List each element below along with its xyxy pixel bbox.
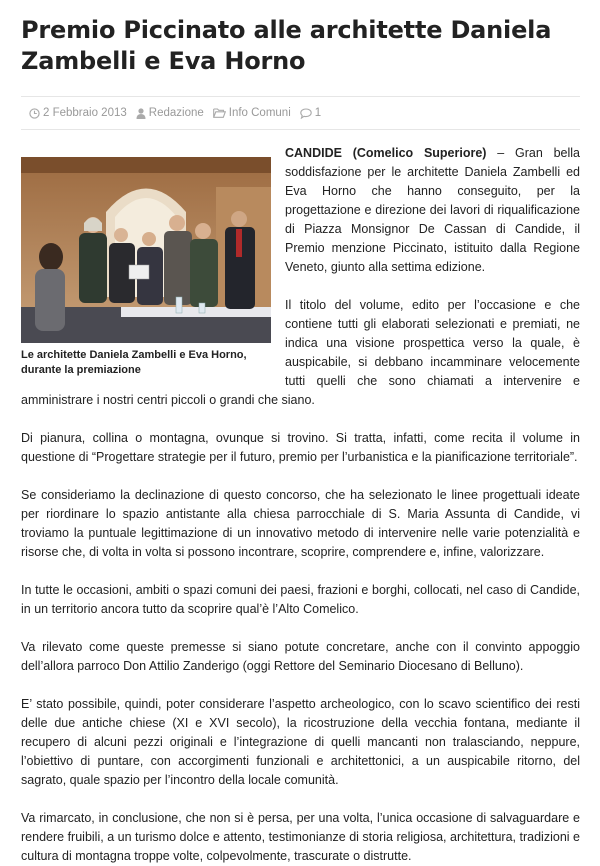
paragraph-4: Se consideriamo la declinazione di questo concorso, che ha selezionato le linee progettuali ideate per riordinare lo spazio antistante alla chiesa parrocchiale di S. Maria Assunta di Candide, vi troviamo la puntuale legittimazione di un innovativo metodo di intervenire nelle varie potenzialità e risorse che, di volta in volta si possono incontrare, scoprire, comprendere e, infine, valorizzare. — [21, 488, 580, 559]
paragraph-7: E’ stato possibile, quindi, poter considerare l’aspetto archeologico, con lo scavo scientifico dei resti delle due antiche chiese (XI e XVI secolo), la ricostruzione della vecchia fontana, mediante il recupero di alcuni pezzi originali e l’integrazione di quelli mancanti non tralasciando, neppure, l’obiettivo di puntare, con accorgimenti funzionali e architettonici, a un auspicabile ritorno, del sagrato, quale spazio per l’incontro della locale comunità. — [21, 697, 580, 787]
paragraph-3: Di pianura, collina o montagna, ovunque si trovino. Si tratta, infatti, come recita il volume in questione di “Progettare strategie per il futuro, premio per l’urbanistica e la pianificazione territoriale”. — [21, 431, 580, 464]
post-category-link[interactable]: Info Comuni — [228, 107, 291, 119]
post-date — [29, 107, 127, 119]
figure-caption: Le architette Daniela Zambelli e Eva Horno, durante la premiazione — [21, 349, 247, 376]
article-body — [21, 144, 580, 866]
clock-icon — [29, 108, 40, 119]
paragraph-8: Va rimarcato, in conclusione, che non si è persa, per una volta, l’unica occasione di salvaguardare e rendere fruibili, a un turismo dolce e attento, testimonianze di storia religiosa, architettura, tradizioni e cultura di montagna troppe volte, colpevolmente, trascurate o distrutte. — [21, 811, 580, 863]
article-figure — [21, 157, 271, 378]
post-date-text: 2 Febbraio 2013 — [43, 107, 127, 119]
award-ceremony-photo[interactable] — [21, 157, 271, 343]
post-category — [213, 107, 291, 119]
article-title: Premio Piccinato alle architette Daniela Zambelli e Eva Horno — [21, 16, 552, 75]
post-meta — [21, 96, 580, 130]
paragraph-5: In tutte le occasioni, ambiti o spazi comuni dei paesi, frazioni e borghi, collocati, nel caso di Candide, in un territorio ancora tutto da scoprire qual’è l’Alto Comelico. — [21, 583, 580, 616]
post-author — [136, 107, 204, 119]
paragraph-1-text: – Gran bella soddisfazione per le architette Daniela Zambelli ed Eva Horno che hanno conseguito, per la progettazione e direzione dei lavori di riqualificazione di Piazza Monsignor De Cassan di Candide, il Premio menzione Piccinato, istituito dalla Regione Veneto, giunto alla settima edizione. — [285, 146, 580, 274]
user-icon — [136, 108, 146, 119]
paragraph-6: Va rilevato come queste premesse si siano potute concretare, anche con il convinto appoggio dell’allora parroco Don Attilio Zanderigo (oggi Rettore del Seminario Diocesano di Belluno). — [21, 640, 580, 673]
post-comments — [300, 107, 321, 119]
post-author-link[interactable]: Redazione — [148, 107, 204, 119]
folder-icon — [213, 108, 226, 118]
lead-location: CANDIDE (Comelico Superiore) — [285, 146, 487, 160]
comment-icon — [300, 108, 312, 119]
post-comments-link[interactable]: 1 — [314, 107, 322, 119]
paragraph-2: Il titolo del volume, edito per l’occasione e che contiene tutti gli elaborati selezionati e premiati, ne indica una visione prospettica verso la quale, è auspicabile, si debbano incamminare velocemente tutti quelli che sono chiamati a intervenire e amministrare i nostri centri piccoli o grandi che siano. — [21, 298, 580, 407]
